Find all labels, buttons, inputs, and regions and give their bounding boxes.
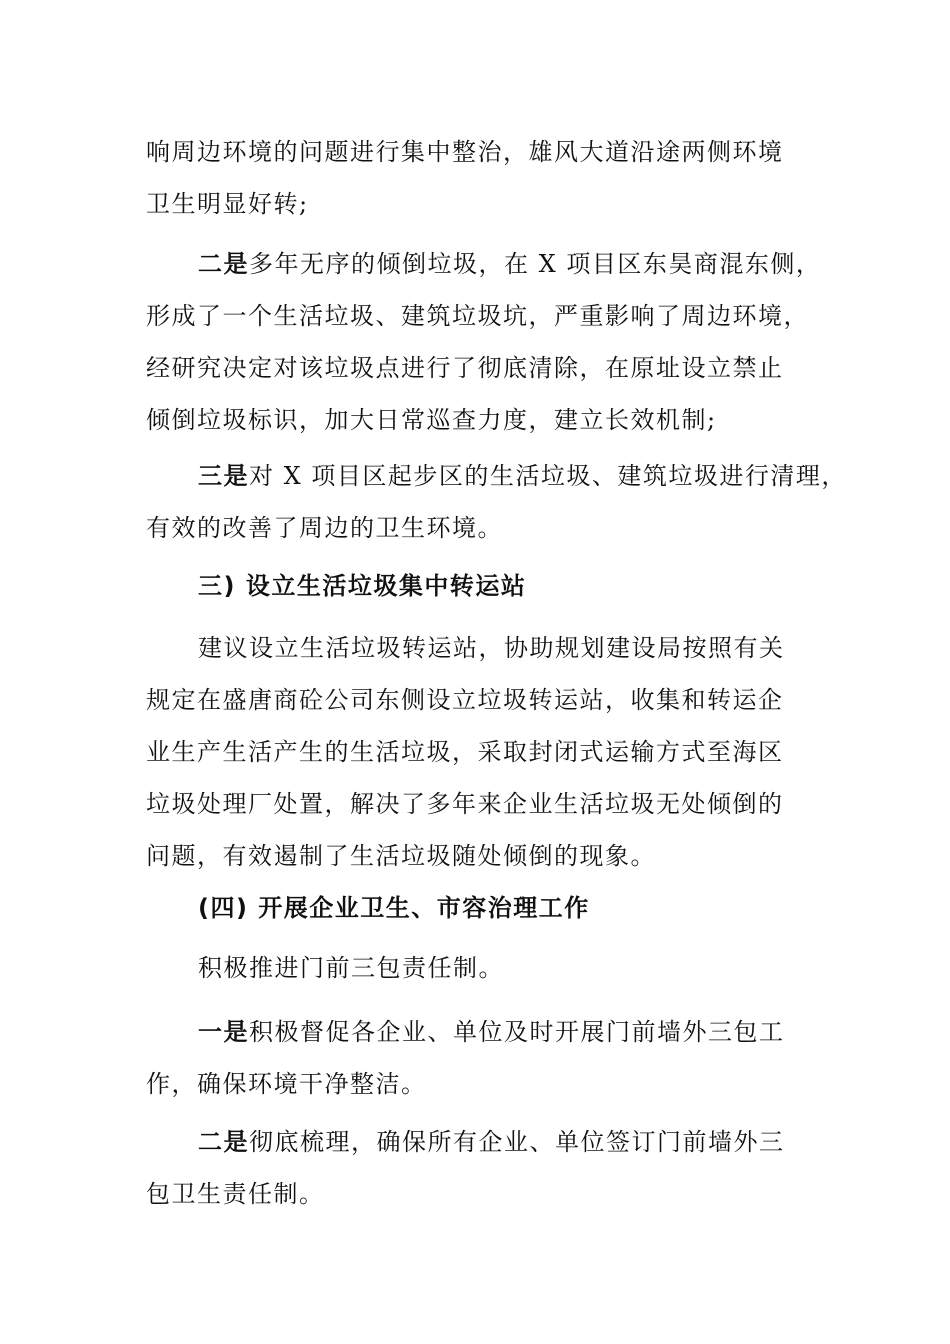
paragraph-line: 形成了一个生活垃圾、建筑垃圾坑，严重影响了周边环境， bbox=[146, 302, 809, 330]
paragraph-environment-improvement bbox=[146, 126, 826, 230]
item-lead: 三是 bbox=[198, 462, 249, 490]
paragraph-line: 积极推进门前三包责任制。 bbox=[198, 954, 504, 982]
paragraph-line: 规定在盛唐商砼公司东侧设立垃圾转运站，收集和转运企 bbox=[146, 686, 784, 714]
paragraph-line: 包卫生责任制。 bbox=[146, 1180, 325, 1208]
paragraph-line: 倾倒垃圾标识，加大日常巡查力度，建立长效机制; bbox=[146, 406, 717, 434]
paragraph-line-text: 积极督促各企业、单位及时开展门前墙外三包工 bbox=[249, 1018, 785, 1046]
paragraph-line: 有效的改善了周边的卫生环境。 bbox=[146, 514, 503, 542]
paragraph-line: 垃圾处理厂处置，解决了多年来企业生活垃圾无处倾倒的 bbox=[146, 790, 784, 818]
paragraph-line: 建议设立生活垃圾转运站，协助规划建设局按照有关 bbox=[198, 634, 785, 662]
item-lead: 一是 bbox=[198, 1018, 249, 1046]
paragraph-line-text: 对 X 项目区起步区的生活垃圾、建筑垃圾进行清理， bbox=[249, 462, 847, 490]
paragraph-responsibility-system bbox=[146, 942, 826, 994]
section-heading-4 bbox=[146, 882, 826, 934]
heading-text: 三) 设立生活垃圾集中转运站 bbox=[198, 572, 527, 600]
paragraph-line: 问题，有效遏制了生活垃圾随处倾倒的现象。 bbox=[146, 842, 656, 870]
paragraph-line-text: 多年无序的倾倒垃圾，在 X 项目区东昊商混东侧， bbox=[249, 250, 822, 278]
paragraph-first-item bbox=[146, 1006, 826, 1110]
paragraph-second-item bbox=[146, 238, 826, 446]
heading-text: (四) 开展企业卫生、市容治理工作 bbox=[198, 894, 590, 922]
paragraph-line: 卫生明显好转; bbox=[146, 190, 309, 218]
item-lead: 二是 bbox=[198, 1128, 249, 1156]
paragraph-first-line bbox=[146, 238, 826, 290]
paragraph-third-item bbox=[146, 450, 847, 554]
paragraph-line-text: 彻底梳理，确保所有企业、单位签订门前墙外三 bbox=[249, 1128, 785, 1156]
paragraph-second-item-b bbox=[146, 1116, 826, 1220]
paragraph-line: 业生产生活产生的生活垃圾，采取封闭式运输方式至海区 bbox=[146, 738, 784, 766]
paragraph-line: 响周边环境的问题进行集中整治，雄风大道沿途两侧环境 bbox=[146, 138, 784, 166]
paragraph-line: 经研究决定对该垃圾点进行了彻底清除，在原址设立禁止 bbox=[146, 354, 784, 382]
paragraph-line: 作，确保环境干净整洁。 bbox=[146, 1070, 427, 1098]
paragraph-first-line bbox=[146, 1006, 826, 1058]
item-lead: 二是 bbox=[198, 250, 249, 278]
paragraph-first-line bbox=[146, 1116, 826, 1168]
paragraph-first-line bbox=[146, 450, 847, 502]
section-heading-3 bbox=[146, 560, 826, 612]
paragraph-transfer-station bbox=[146, 622, 826, 882]
